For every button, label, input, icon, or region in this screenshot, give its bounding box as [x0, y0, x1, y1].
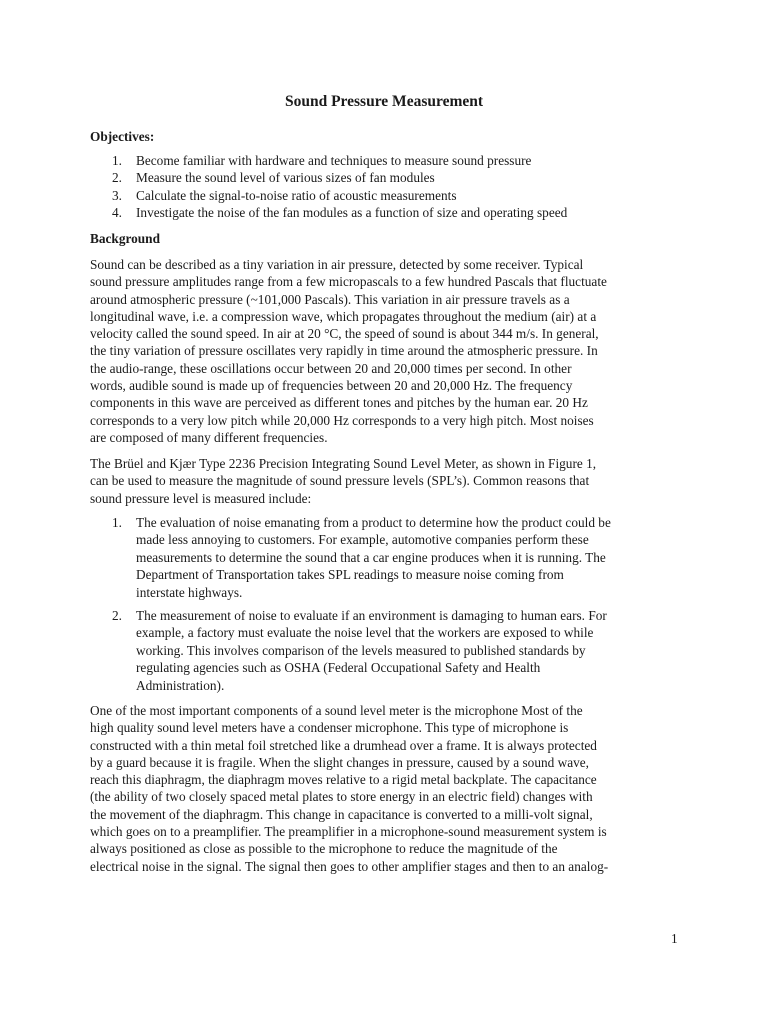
page-number: 1 — [671, 931, 678, 946]
text-line: longitudinal wave, i.e. a compression wave, which propagates throughout the medium (air) at a — [90, 308, 597, 324]
list-number: 2. — [112, 170, 122, 186]
list-item — [112, 514, 682, 601]
text-line: high quality sound level meters have a condenser microphone. This type of microphone is — [90, 720, 569, 736]
text-line: example, a factory must evaluate the noise level that the workers are exposed to while — [136, 625, 594, 641]
text-line: interstate highways. — [136, 584, 243, 600]
text-line: constructed with a thin metal foil stretched like a drumhead over a frame. It is always protected — [90, 737, 597, 753]
text-line: which goes on to a preamplifier. The preamplifier in a microphone-sound measurement system is — [90, 824, 607, 840]
text-line: words, audible sound is made up of frequencies between 20 and 20,000 Hz. The frequency — [90, 378, 573, 394]
text-line: electrical noise in the signal. The signal then goes to other amplifier stages and then to an analog- — [90, 858, 609, 874]
text-line: (the ability of two closely spaced metal plates to store energy in an electric field) changes with — [90, 789, 593, 805]
list-number: 3. — [112, 187, 122, 203]
text-line: The Brüel and Kjær Type 2236 Precision Integrating Sound Level Meter, as shown in Figure 1, — [90, 456, 597, 471]
list-item-text: Measure the sound level of various sizes of fan modules — [136, 170, 435, 186]
text-line: Sound can be described as a tiny variation in air pressure, detected by some receiver. Typical — [90, 257, 584, 272]
text-line: The evaluation of noise emanating from a product to determine how the product could be — [136, 515, 611, 530]
list-item-text: Investigate the noise of the fan modules as a function of size and operating speed — [136, 205, 568, 221]
text-line: by a guard because it is fragile. When the slight changes in pressure, caused by a sound wave, — [90, 754, 589, 770]
list-number: 2. — [112, 608, 122, 623]
background-heading: Background — [90, 231, 160, 246]
list-number: 1. — [112, 153, 122, 168]
text-line: sound pressure amplitudes range from a few micropascals to a few hundred Pascals that fluctuate — [90, 274, 607, 290]
text-line: components in this wave are perceived as different tones and pitches by the human ear. 20 Hz — [90, 395, 588, 411]
objectives-heading: Objectives: — [90, 129, 155, 144]
text-line: working. This involves comparison of the levels measured to published standards by — [136, 642, 586, 658]
objectives-list — [112, 152, 682, 222]
reasons-list-continued — [112, 607, 682, 694]
list-item — [112, 204, 682, 221]
text-line: sound pressure level is measured include: — [90, 490, 312, 506]
background-paragraph-2 — [90, 455, 680, 507]
text-line: Administration). — [136, 677, 225, 693]
background-paragraph-1 — [90, 256, 680, 446]
list-item — [112, 169, 682, 186]
page-title: Sound Pressure Measurement — [284, 93, 484, 110]
text-line: reach this diaphragm, the diaphragm moves relative to a rigid metal backplate. The capacitance — [90, 772, 597, 788]
text-line: measurements to determine the sound that a car engine produces when it is running. The — [136, 549, 606, 565]
list-item-text: Become familiar with hardware and techniques to measure sound pressure — [136, 153, 532, 168]
list-item-text: Calculate the signal-to-noise ratio of acoustic measurements — [136, 187, 457, 203]
text-line: The measurement of noise to evaluate if an environment is damaging to human ears. For — [136, 608, 607, 623]
list-item — [112, 607, 682, 694]
list-item — [112, 152, 682, 169]
text-line: velocity called the sound speed. In air at 20 °C, the speed of sound is about 344 m/s. In general, — [90, 326, 599, 342]
background-paragraph-3 — [90, 702, 680, 875]
text-line: around atmospheric pressure (~101,000 Pascals). This variation in air pressure travels as a — [90, 291, 570, 307]
text-line: always positioned as close as possible to the microphone to reduce the magnitude of the — [90, 841, 558, 857]
text-line: the tiny variation of pressure oscillates very rapidly in time around the atmospheric pressure. In — [90, 343, 598, 359]
text-line: are composed of many different frequencies. — [90, 429, 328, 445]
text-line: the movement of the diaphragm. This change in capacitance is converted to a milli-volt signal, — [90, 806, 593, 822]
text-line: corresponds to a very low pitch while 20,000 Hz corresponds to a very high pitch. Most noises — [90, 412, 594, 428]
text-line: regulating agencies such as OSHA (Federal Occupational Safety and Health — [136, 660, 541, 676]
text-line: the audio-range, these oscillations occur between 20 and 20,000 times per second. In other — [90, 360, 572, 376]
text-line: can be used to measure the magnitude of sound pressure levels (SPL’s). Common reasons that — [90, 473, 590, 489]
text-line: Department of Transportation takes SPL readings to measure noise coming from — [136, 567, 564, 583]
list-number: 4. — [112, 205, 122, 221]
reasons-list — [112, 514, 682, 601]
list-number: 1. — [112, 515, 122, 530]
text-line: One of the most important components of a sound level meter is the microphone Most of the — [90, 703, 583, 718]
list-item — [112, 187, 682, 204]
text-line: made less annoying to customers. For example, automotive companies perform these — [136, 532, 589, 548]
